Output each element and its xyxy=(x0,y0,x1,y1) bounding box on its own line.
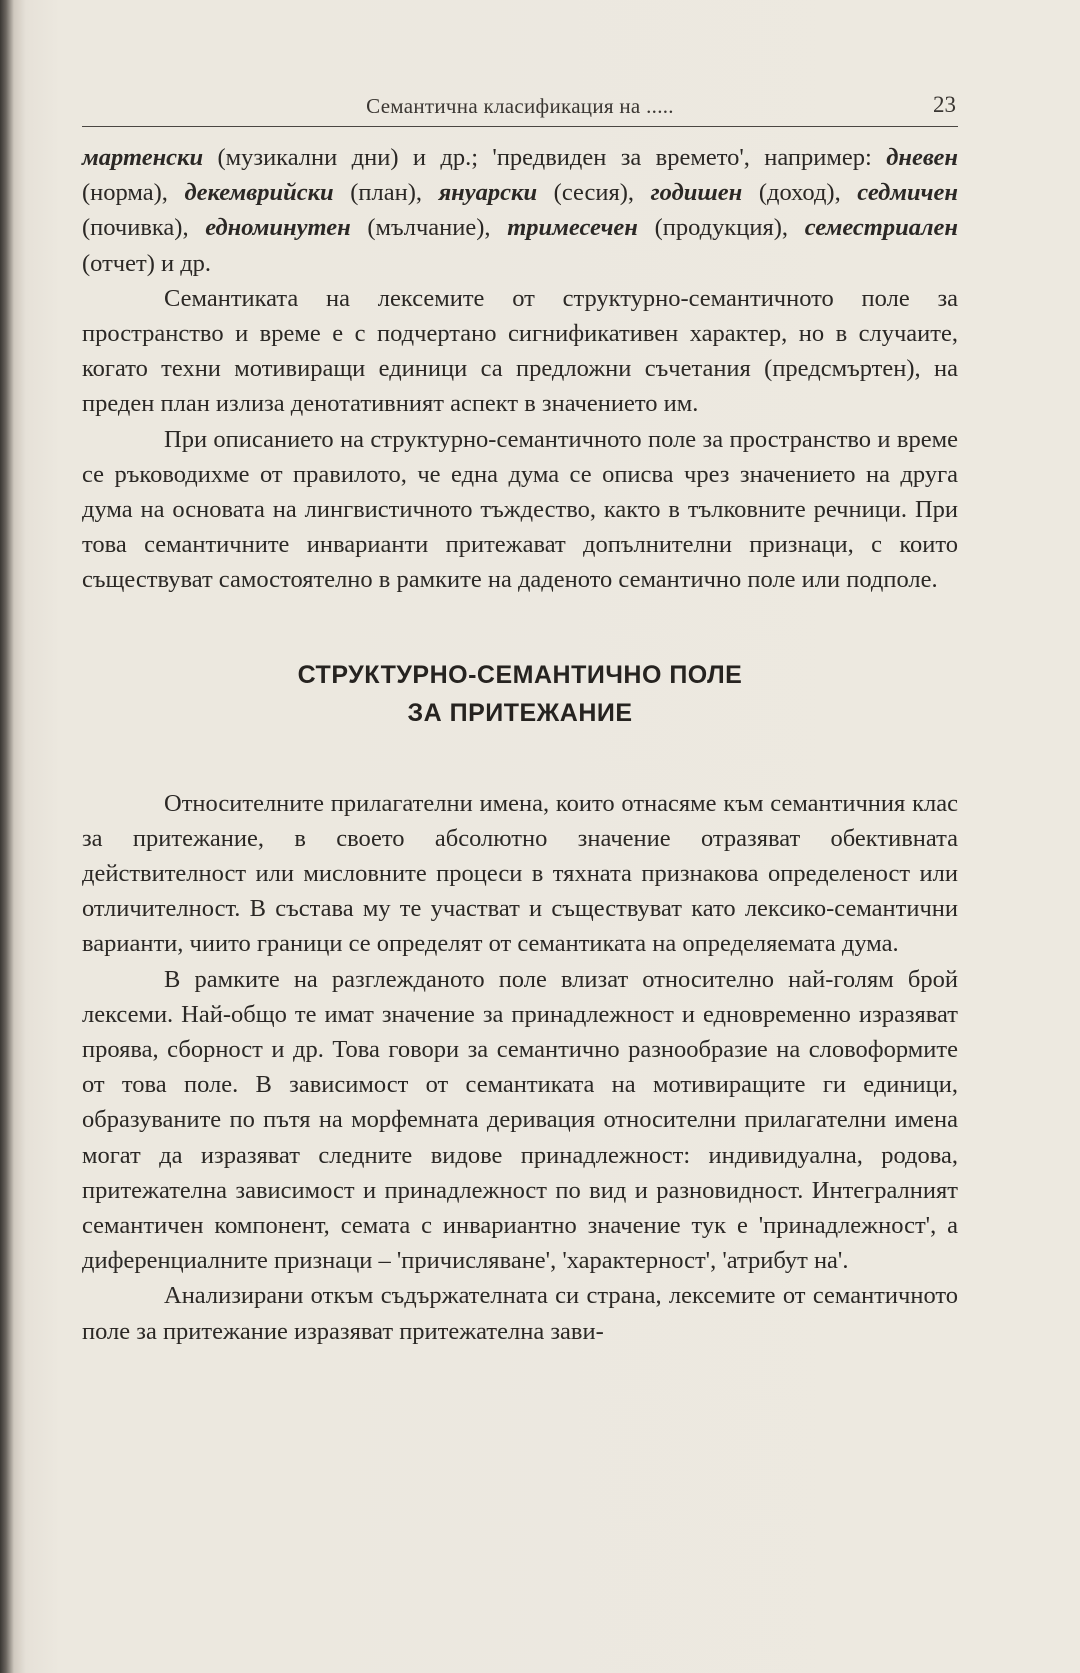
paragraph-semantics: Семантиката на лексемите от структурно-семантичното поле за пространство и време е с подчертано сигнификативен характер, но в случаите, когато техни мотивиращи единици са предложни съчетания (предсмъртен), на преден план излиза денотативният аспект в значението им. xyxy=(82,284,958,418)
term: януарски xyxy=(438,179,538,207)
term: мартенски xyxy=(82,144,204,171)
page-number: 23 xyxy=(933,92,956,117)
section-heading-line-1: СТРУКТУРНО-СЕМАНТИЧНО ПОЛЕ xyxy=(297,660,743,689)
text-run: (музикални дни) и др.; 'предвиден за времето', например: xyxy=(203,144,887,171)
text-run: (норма), xyxy=(82,179,185,207)
term: декемврийски xyxy=(184,179,334,207)
term: годишен xyxy=(650,179,743,207)
text-run: (доход), xyxy=(742,179,858,207)
text-run: (почивка), xyxy=(82,214,206,242)
text-run: (сесия), xyxy=(537,179,651,207)
paragraph-possession-analysis: Анализирани откъм съдържателната си страна, лексемите от семантичното поле за притежание изразяват притежателна зави- xyxy=(82,1282,958,1345)
text-run: (план), xyxy=(333,179,439,207)
paragraph-possession-intro: Относителните прилагателни имена, които отнасяме към семантичния клас за притежание, в своето абсолютно значение отразяват обективната действителност или мисловните процеси в тяхната признакова определеност или отличителност. В състава му те участват и съществуват като лексико-семантични варианти, чиито граници се определят от семантиката на определяемата дума. xyxy=(82,789,958,958)
page-header xyxy=(82,92,958,127)
section-heading-line-2: ЗА ПРИТЕЖАНИЕ xyxy=(407,698,633,727)
text-run: (мълчание), xyxy=(350,214,508,242)
term: дневен xyxy=(886,144,958,171)
text-run: (отчет) и др. xyxy=(82,249,212,277)
section-heading xyxy=(82,656,958,732)
term: семестриален xyxy=(804,214,959,242)
paragraph-time-examples xyxy=(82,140,958,281)
text-run: (продукция), xyxy=(637,214,805,242)
running-title: Семантична класификация на ..... xyxy=(366,94,674,118)
term: тримесечен xyxy=(507,214,638,242)
term: седмичен xyxy=(857,179,959,207)
paragraph-description-rule: При описанието на структурно-семантичното поле за пространство и време се ръководихме от правилото, че една дума се описва чрез значението на друга дума на основата на лингвистичното тъждество, както в тълковните речници. При това семантичните инварианти притежават допълнителни признаци, с които съществуват самостоятелно в рамките на даденото семантично поле или подполе. xyxy=(82,425,958,594)
term: едноминутен xyxy=(205,214,351,242)
paragraph-possession-field: В рамките на разглежданото поле влизат относително най-голям брой лексеми. Най-общо те имат значение за принадлежност и едновременно изразяват проява, сборност и др. Това говори за семантично разнообразие на словоформите от това поле. В зависимост от семантиката на мотивиращите ги единици, образуваните по пътя на морфемната деривация относителни прилагателни имена могат да изразяват следните видове принадлежност: индивидуална, родова, притежателна зависимост и принадлежност по вид и разновидност. Интегралният семантичен компонент, семата с инвариантно значение тук е 'принадлежност', а диференциалните признаци – 'причисляване', 'характерност', 'атрибут на'. xyxy=(82,965,958,1275)
page-body xyxy=(82,140,958,1349)
